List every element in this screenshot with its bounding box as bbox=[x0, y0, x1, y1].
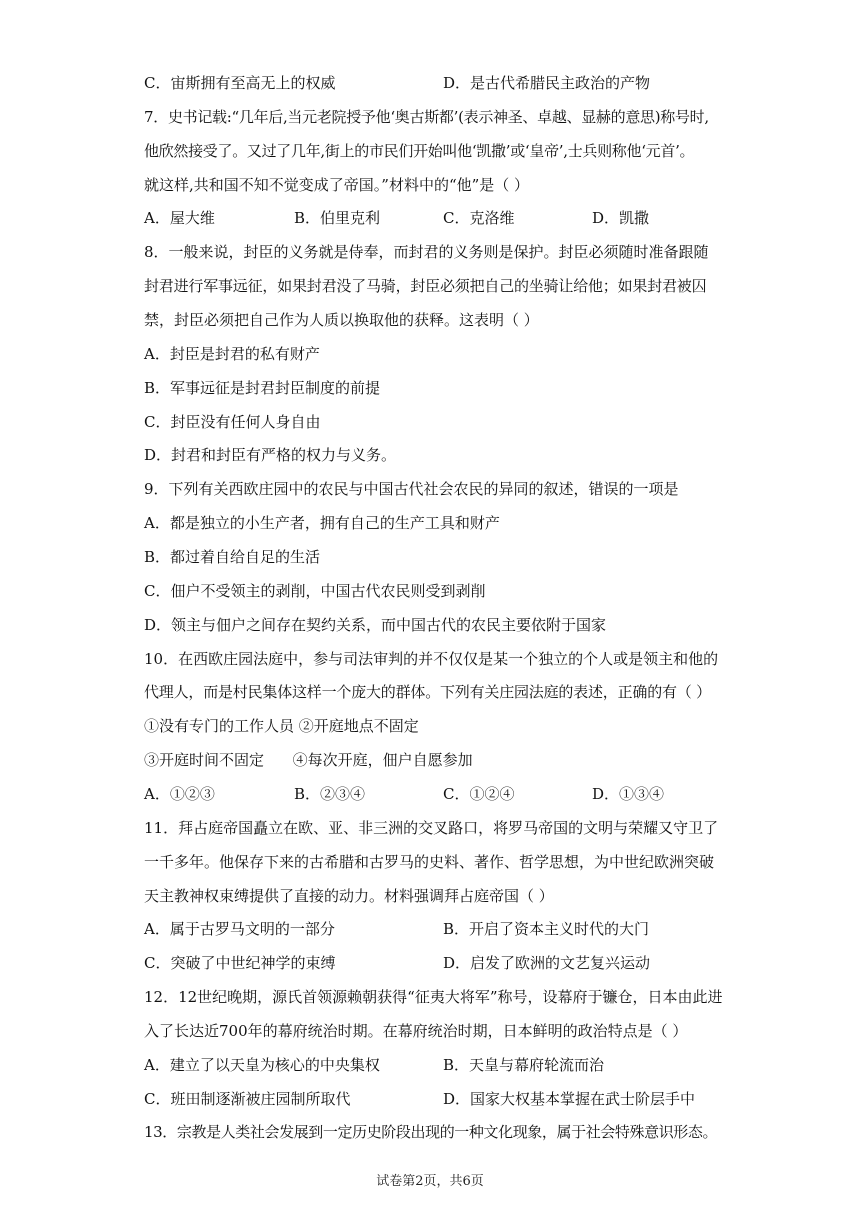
q10-statement-line-2: ③开庭时间不固定 ④每次开庭，佃户自愿参加 bbox=[144, 751, 473, 769]
q12-option-c: C．班田制逐渐被庄园制所取代 bbox=[144, 1090, 351, 1108]
q8-stem-line-2: 封君进行军事远征，如果封君没了马骑，封臣必须把自己的坐骑让给他；如果封君被囚 bbox=[144, 277, 707, 295]
q11-option-b: B．开启了资本主义时代的大门 bbox=[443, 920, 650, 938]
q10-stem-line-1: 10．在西欧庄园法庭中，参与司法审判的并不仅仅是某一个独立的个人或是领主和他的 bbox=[144, 650, 719, 668]
q8-stem-line-1: 8．一般来说，封臣的义务就是侍奉，而封君的义务则是保护。封臣必须随时准备跟随 bbox=[144, 243, 709, 261]
q10-option-d: D．①③④ bbox=[592, 785, 665, 803]
q8-option-c: C．封臣没有任何人身自由 bbox=[144, 413, 321, 431]
q10-option-a: A．①②③ bbox=[144, 785, 215, 803]
q10-option-c: C．①②④ bbox=[443, 785, 515, 803]
q11-option-d: D．启发了欧洲的文艺复兴运动 bbox=[443, 954, 651, 972]
q8-option-b: B．军事远征是封君封臣制度的前提 bbox=[144, 379, 381, 397]
q7-option-d: D．凯撒 bbox=[592, 209, 650, 227]
page-footer: 试卷第2页，共6页 bbox=[376, 1174, 484, 1189]
q11-option-c: C．突破了中世纪神学的束缚 bbox=[144, 954, 336, 972]
q10-stem-line-2: 代理人，而是村民集体这样一个庞大的群体。下列有关庄园法庭的表述，正确的有（ ） bbox=[144, 683, 711, 701]
q9-option-d: D．领主与佃户之间存在契约关系，而中国古代的农民主要依附于国家 bbox=[144, 616, 607, 634]
q12-option-d: D．国家大权基本掌握在武士阶层手中 bbox=[443, 1090, 696, 1108]
q9-option-a: A．都是独立的小生产者，拥有自己的生产工具和财产 bbox=[144, 514, 500, 532]
q7-option-c: C．克洛维 bbox=[443, 209, 515, 227]
q8-option-a: A．封臣是封君的私有财产 bbox=[144, 345, 320, 363]
q7-option-b: B．伯里克利 bbox=[294, 209, 381, 227]
q6-option-c: C．宙斯拥有至高无上的权威 bbox=[144, 74, 336, 92]
q8-option-d: D．封君和封臣有严格的权力与义务。 bbox=[144, 446, 397, 464]
q9-stem-line-1: 9．下列有关西欧庄园中的农民与中国古代社会农民的异同的叙述，错误的一项是 bbox=[144, 480, 679, 498]
q10-option-b: B．②③④ bbox=[294, 785, 366, 803]
q11-stem-line-3: 天主教神权束缚提供了直接的动力。材料强调拜占庭帝国（ ） bbox=[144, 887, 554, 905]
q12-option-a: A．建立了以天皇为核心的中央集权 bbox=[144, 1056, 380, 1074]
q7-stem-line-1: 7．史书记载:“几年后,当元老院授予他‘奥古斯都’(表示神圣、卓越、显赫的意思)称号时, bbox=[144, 108, 709, 126]
q12-stem-line-1: 12．12世纪晚期，源氏首领源赖朝获得“征夷大将军”称号，设幕府于镰仓，日本由此进 bbox=[144, 988, 723, 1006]
q11-stem-line-1: 11．拜占庭帝国矗立在欧、亚、非三洲的交叉路口，将罗马帝国的文明与荣耀又守卫了 bbox=[144, 819, 719, 837]
q11-stem-line-2: 一千多年。他保存下来的古希腊和古罗马的史料、著作、哲学思想，为中世纪欧洲突破 bbox=[144, 853, 715, 871]
q9-option-c: C．佃户不受领主的剥削，中国古代农民则受到剥削 bbox=[144, 582, 486, 600]
q9-option-b: B．都过着自给自足的生活 bbox=[144, 548, 321, 566]
q12-stem-line-2: 入了长达近700年的幕府统治时期。在幕府统治时期，日本鲜明的政治特点是（ ） bbox=[144, 1022, 688, 1040]
q7-option-a: A．屋大维 bbox=[144, 209, 215, 227]
q12-option-b: B．天皇与幕府轮流而治 bbox=[443, 1056, 605, 1074]
q13-stem-line-1: 13．宗教是人类社会发展到一定历史阶段出现的一种文化现象，属于社会特殊意识形态。 bbox=[144, 1123, 718, 1141]
q7-stem-line-3: 就这样,共和国不知不觉变成了帝国。”材料中的“他”是（ ） bbox=[144, 176, 530, 194]
q10-statement-line-1: ①没有专门的工作人员 ②开庭地点不固定 bbox=[144, 717, 419, 735]
q11-option-a: A．属于古罗马文明的一部分 bbox=[144, 920, 335, 938]
q6-option-d: D．是古代希腊民主政治的产物 bbox=[443, 74, 651, 92]
q8-stem-line-3: 禁，封臣必须把自己作为人质以换取他的获释。这表明（ ） bbox=[144, 311, 539, 329]
q7-stem-line-2: 他欣然接受了。又过了几年,街上的市民们开始叫他‘凯撒’或‘皇帝’,士兵则称他‘元首’。 bbox=[144, 142, 695, 160]
